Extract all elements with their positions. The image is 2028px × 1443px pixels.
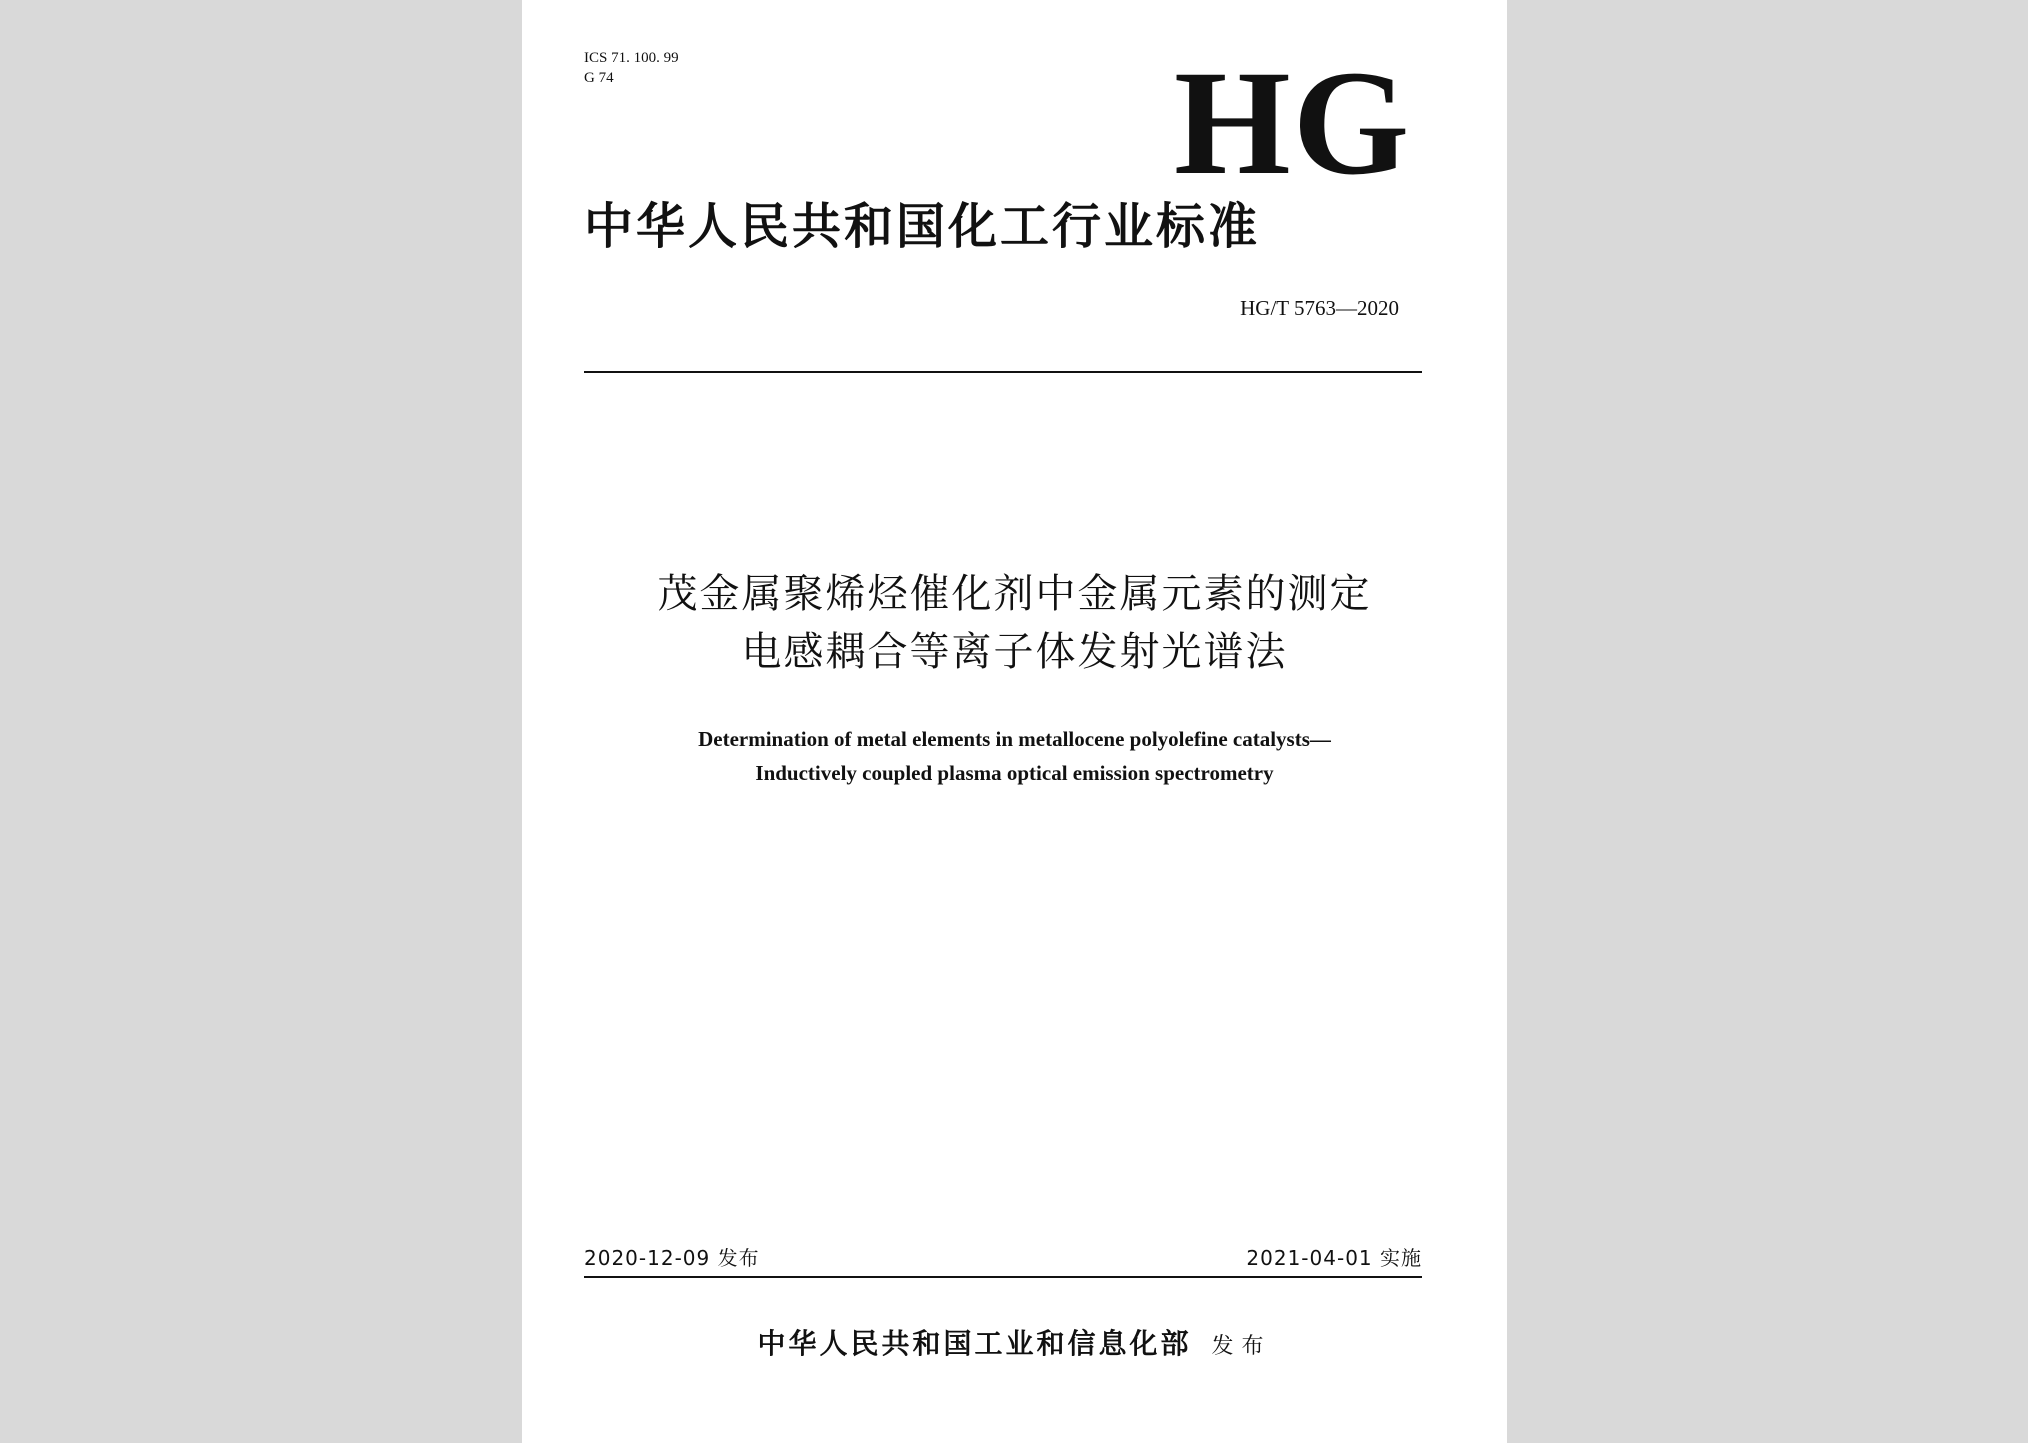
standard-title: 中华人民共和国化工行业标准 xyxy=(584,197,1261,255)
chinese-title-line-1: 茂金属聚烯烃催化剂中金属元素的测定 xyxy=(657,571,1372,617)
bottom-divider xyxy=(584,1276,1422,1278)
english-title-line-2: Inductively coupled plasma optical emission spectrometry xyxy=(755,761,1274,785)
issue-date: 2020-12-09 发布 xyxy=(584,1246,760,1270)
english-title xyxy=(522,722,1507,790)
standard-number: HG/T 5763—2020 xyxy=(1240,296,1399,320)
publisher xyxy=(522,1324,1507,1367)
implementation-date: 2021-04-01 实施 xyxy=(1246,1246,1422,1270)
document-page xyxy=(522,0,1507,1443)
publisher-suffix: 发布 xyxy=(1211,1334,1272,1359)
chinese-title-line-2: 电感耦合等离子体发射光谱法 xyxy=(741,629,1288,675)
publisher-name: 中华人民共和国工业和信息化部 xyxy=(757,1327,1192,1360)
top-divider xyxy=(584,371,1422,373)
ccs-code: G 74 xyxy=(584,70,614,86)
date-row xyxy=(584,1244,1422,1272)
hg-logo: HG xyxy=(1174,40,1412,206)
classification-codes xyxy=(584,48,679,88)
ics-code: ICS 71. 100. 99 xyxy=(584,50,679,66)
english-title-line-1: Determination of metal elements in metallocene polyolefine catalysts— xyxy=(698,727,1331,751)
chinese-title xyxy=(522,565,1507,681)
